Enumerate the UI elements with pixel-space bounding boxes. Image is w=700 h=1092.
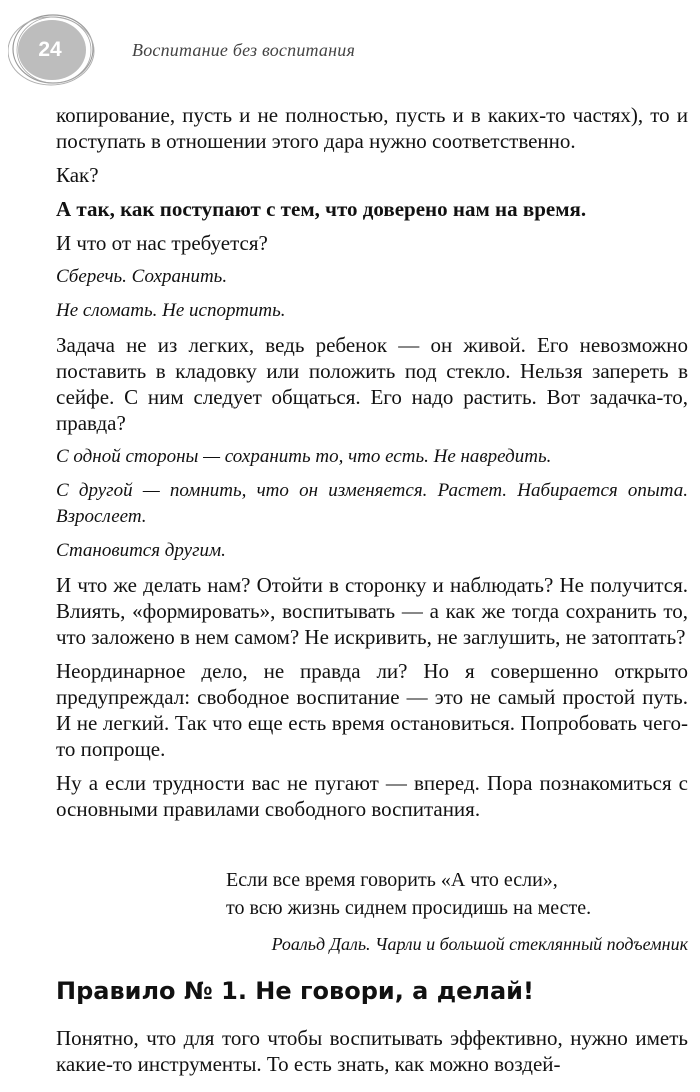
paragraph: Задача не из легких, ведь ребенок — он живой. Его невозможно поставить в кладовку или положить под стекло. Нельзя запереть в сейфе. С ним следует общаться. Его надо растить. Вот задачка-то, правда? <box>56 333 688 435</box>
epigraph-source: Роальд Даль. Чарли и большой стеклянный подъемник <box>271 934 688 954</box>
paragraph: Понятно, что для того чтобы воспитывать эффективно, нужно иметь какие-то инструменты. То есть знать, как можно воздей- <box>56 1026 688 1076</box>
running-title: Воспитание без воспитания <box>132 40 356 60</box>
italic-paragraph: Сберечь. Сохранить. <box>56 266 228 287</box>
epigraph-line: Если все время говорить «А что если», <box>226 869 558 891</box>
paragraph: Ну а если трудности вас не пугают — вперед. Пора познакомиться с основными правилами свободного воспитания. <box>56 771 688 821</box>
italic-paragraph: С одной стороны — сохранить то, что есть. Не навредить. <box>56 446 552 467</box>
paragraph: Неординарное дело, не правда ли? Но я совершенно открыто предупреждал: свободное воспитание — это не самый простой путь. И не легкий. Так что еще есть время остановиться. Попробовать чего-то попроще. <box>56 659 688 761</box>
paragraph: Как? <box>56 163 99 187</box>
paragraph: копирование, пусть и не полностью, пусть и в каких-то частях), то и поступать в отношении этого дара нужно соответственно. <box>56 103 688 153</box>
epigraph-line: то всю жизнь сиднем просидишь на месте. <box>226 897 592 919</box>
page-content <box>56 102 688 1085</box>
epigraph <box>226 866 688 922</box>
page-header <box>0 0 700 100</box>
paragraph: И что же делать нам? Отойти в сторонку и наблюдать? Не получится. Влиять, «формировать», воспитывать — а как же тогда сохранить то, что заложено в нем самом? Не искривить, не заглушить, не затоптать? <box>56 573 688 649</box>
page-number: 24 <box>38 38 62 61</box>
paragraph: И что от нас требуется? <box>56 231 268 255</box>
italic-paragraph: С другой — помнить, что он изменяется. Растет. Набирается опыта. Взрослеет. <box>56 480 688 527</box>
section-heading: Правило № 1. Не говори, а делай! <box>56 977 534 1005</box>
italic-paragraph: Становится другим. <box>56 540 226 561</box>
bold-paragraph: А так, как поступают с тем, что доверено нам на время. <box>56 197 587 221</box>
italic-paragraph: Не сломать. Не испортить. <box>56 300 286 321</box>
